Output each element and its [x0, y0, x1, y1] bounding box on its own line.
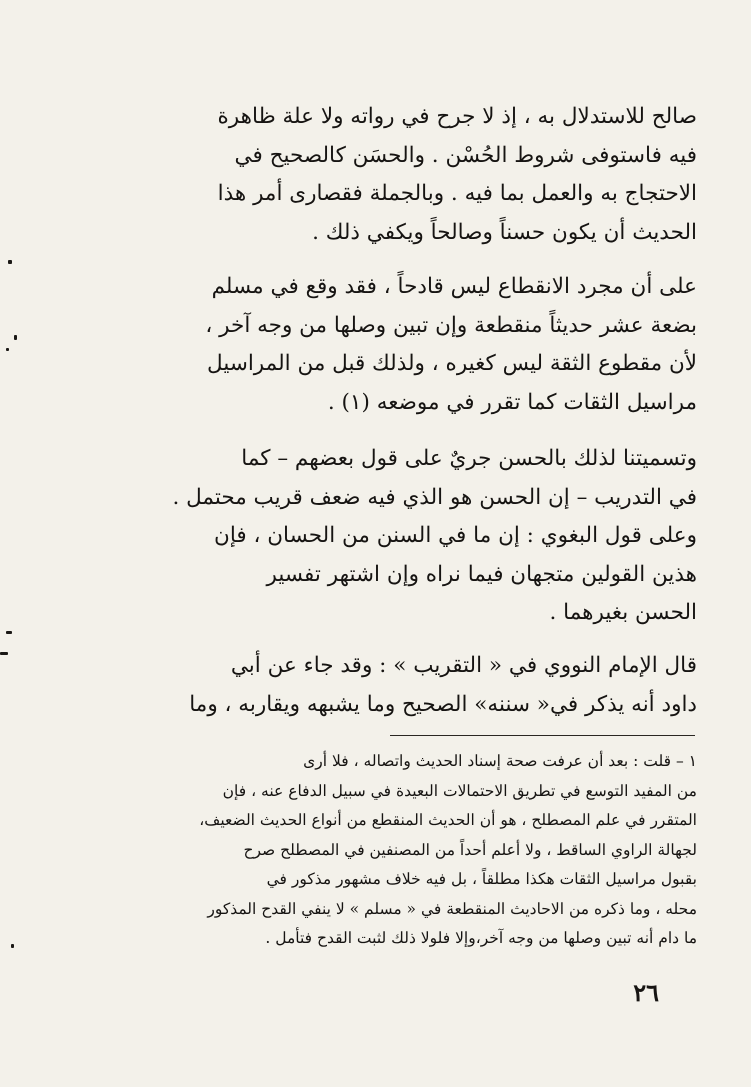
paragraph-2 — [97, 268, 697, 422]
page-number: ٢٦ — [633, 978, 659, 1007]
footnote-line: ما دام أنه تبين وصلها من وجه آخر،وإلا فلولا ذلك لثبت القدح فتأمل . — [265, 929, 697, 947]
text-line: بضعة عشر حديثاً منقطعة وإن تبين وصلها من وجه آخر ، — [205, 312, 697, 338]
scan-speck — [0, 652, 8, 655]
text-line: في التدريب – إن الحسن هو الذي فيه ضعف قريب محتمل . — [172, 484, 697, 510]
text-line: قال الإمام النووي في « التقريب » : وقد جاء عن أبي — [230, 653, 697, 678]
text-line: مراسيل الثقات كما تقرر في موضعه (١) . — [327, 389, 697, 415]
text-line: صالح للاستدلال به ، إذ لا جرح في رواته ولا علة ظاهرة — [217, 104, 697, 129]
scan-speck — [11, 944, 14, 948]
footnote-line: المتقرر في علم المصطلح ، هو أن الحديث المنقطع من أنواع الحديث الضعيف، — [199, 811, 697, 829]
text-line: الحديث أن يكون حسناً وصالحاً ويكفي ذلك . — [312, 219, 697, 245]
text-line: داود أنه يذكر في« سننه» الصحيح وما يشبهه ويقاربه ، وما — [189, 691, 697, 717]
text-line: وتسميتنا لذلك بالحسن جريٌ على قول بعضهم – كما — [241, 446, 697, 471]
text-line: الحسن بغيرهما . — [549, 600, 697, 625]
paragraph-3 — [97, 440, 697, 633]
text-line: فيه فاستوفى شروط الحُسْن . والحسَن كالصحيح في — [234, 142, 697, 168]
text-line: وعلى قول البغوي : إن ما في السنن من الحسان ، فإن — [214, 523, 697, 548]
scan-speck — [14, 335, 17, 340]
footnote-line: من المفيد التوسع في تطريق الاحتمالات البعيدة في سبيل الدفاع عنه ، فإن — [222, 781, 697, 800]
footnote-line: محله ، وما ذكره من الاحاديث المنقطعة في « مسلم » لا ينفي القدح المذكور — [207, 899, 697, 918]
text-line: الاحتجاج به والعمل بما فيه . وبالجملة فقصارى أمر هذا — [217, 181, 697, 206]
scan-speck — [6, 348, 9, 351]
text-line: لأن مقطوع الثقة ليس كغيره ، ولذلك قبل من المراسيل — [207, 351, 697, 376]
footnote — [99, 747, 697, 954]
footnote-divider — [390, 735, 695, 736]
scan-speck — [6, 631, 12, 634]
footnote-line: ١ – قلت : بعد أن عرفت صحة إسناد الحديث واتصاله ، فلا أرى — [303, 752, 697, 770]
text-line: على أن مجرد الانقطاع ليس قادحاً ، فقد وقع في مسلم — [211, 274, 697, 299]
footnote-line: لجهالة الراوي الساقط ، ولا أعلم أحداً من المصنفين في المصطلح صرح — [243, 840, 697, 859]
paragraph-1 — [97, 98, 697, 252]
footnote-line: بقبول مراسيل الثقات هكذا مطلقاً ، بل فيه خلاف مشهور مذكور في — [266, 870, 697, 888]
text-line: هذين القولين متجهان فيما نراه وإن اشتهر تفسير — [266, 561, 697, 587]
scan-speck — [8, 260, 12, 264]
paragraph-4 — [97, 647, 697, 724]
